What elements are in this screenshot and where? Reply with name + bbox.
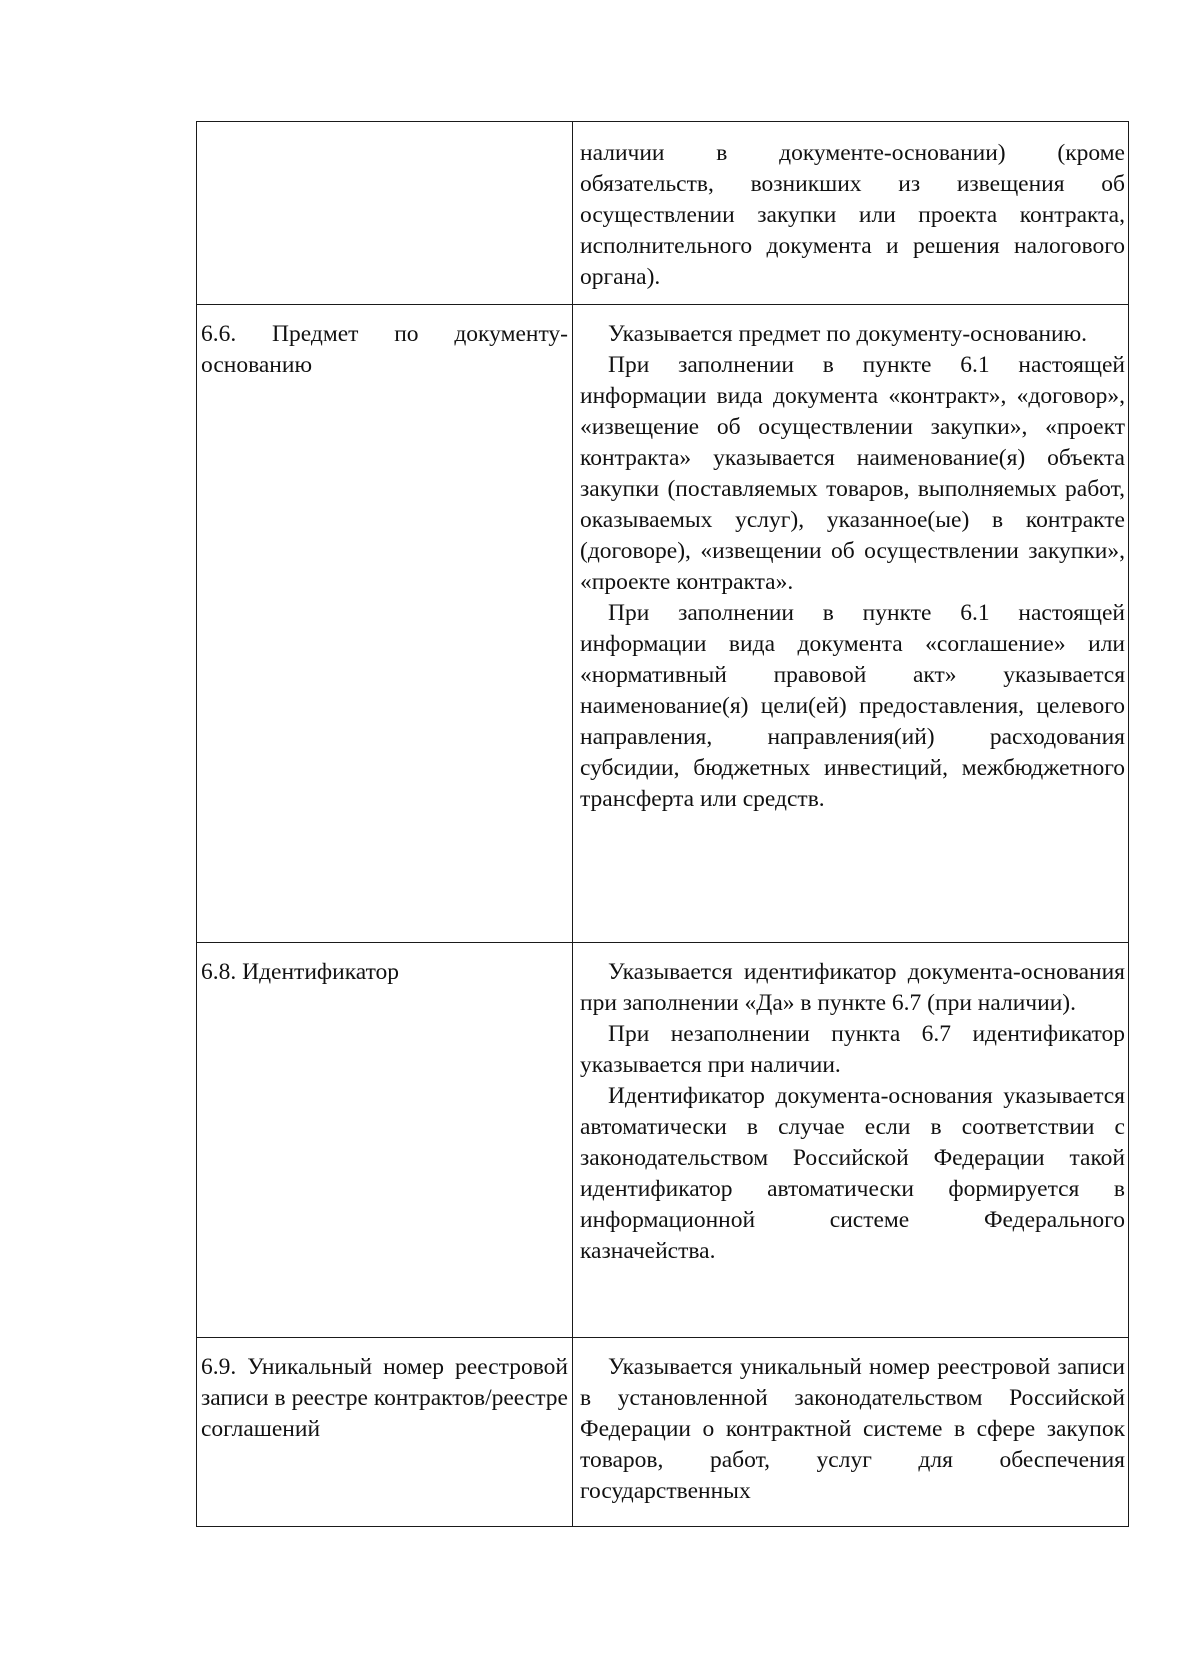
field-label-cell (197, 943, 573, 1338)
description-paragraph: При заполнении в пункте 6.1 настоящей информации вида документа «соглашение» или «нормативный правовой акт» указывается наименование(я) цели(ей) предоставления, целевого направления, направления(ий) расходования субсидии, бюджетных инвестиций, межбюджетного трансферта или средств. (580, 600, 1125, 812)
field-description-cell (573, 943, 1129, 1338)
table-row (197, 1338, 1129, 1527)
field-label: 6.6. Предмет по документу-основанию (201, 321, 568, 378)
requisites-table (196, 121, 1129, 1527)
description-paragraph: При заполнении в пункте 6.1 настоящей информации вида документа «контракт», «договор», «извещение об осуществлении закупки», «проект контракта» указывается наименование(я) объекта закупки (поставляемых товаров, выполняемых работ, оказываемых услуг), указанное(ые) в контракте (договоре), «извещении об осуществлении закупки», «проекте контракта». (580, 352, 1125, 595)
table-row (197, 122, 1129, 305)
description-paragraph: Указывается уникальный номер реестровой записи в установленной законодательством Российской Федерации о контрактной системе в сфере закупок товаров, работ, услуг для обеспечения государственных (580, 1354, 1125, 1504)
field-description-cell (573, 1338, 1129, 1527)
description-paragraph: При незаполнении пункта 6.7 идентификатор указывается при наличии. (580, 1021, 1125, 1078)
field-label-cell (197, 122, 573, 305)
description-paragraph: Идентификатор документа-основания указывается автоматически в случае если в соответствии с законодательством Российской Федерации такой идентификатор автоматически формируется в информационной системе Федерального казначейства. (580, 1083, 1125, 1264)
description-paragraph: Указывается идентификатор документа-основания при заполнении «Да» в пункте 6.7 (при наличии). (580, 959, 1125, 1016)
field-description-cell (573, 305, 1129, 943)
field-label: 6.9. Уникальный номер реестровой записи в реестре контрактов/реестре соглашений (201, 1354, 568, 1442)
field-description-cell (573, 122, 1129, 305)
description-paragraph: наличии в документе-основании) (кроме обязательств, возникших из извещения об осуществлении закупки или проекта контракта, исполнительного документа и решения налогового органа). (580, 140, 1125, 290)
description-paragraph: Указывается предмет по документу-основанию. (608, 321, 1088, 347)
field-label-cell (197, 305, 573, 943)
table-row (197, 943, 1129, 1338)
field-label-cell (197, 1338, 573, 1527)
table-row (197, 305, 1129, 943)
field-label: 6.8. Идентификатор (201, 959, 400, 985)
